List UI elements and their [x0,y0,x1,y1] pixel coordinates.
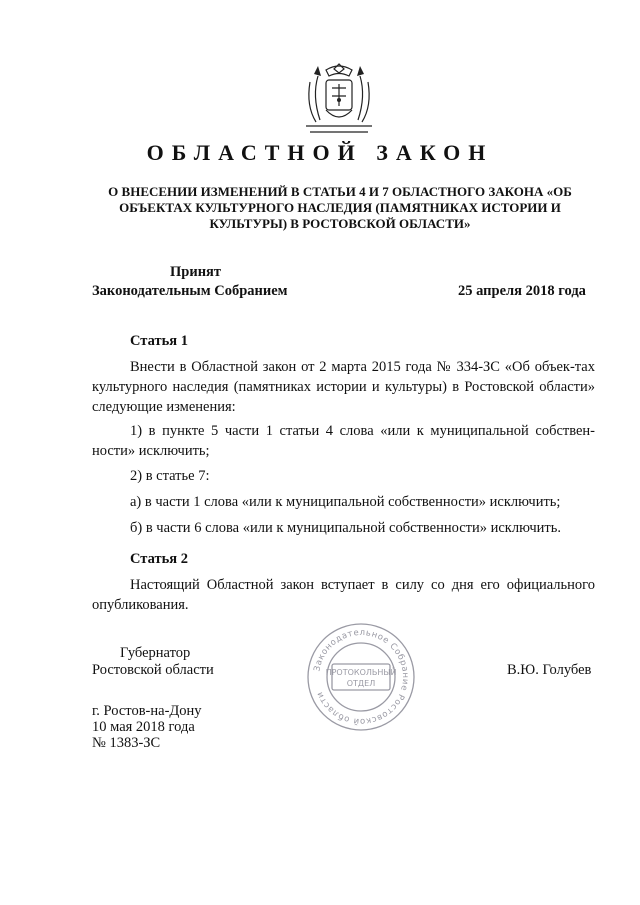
adopted-by: Законодательным Собранием [92,283,288,299]
subtitle-line: О ВНЕСЕНИИ ИЗМЕНЕНИЙ В СТАТЬИ 4 И 7 ОБЛАСТНОГО ЗАКОНА «ОБ [108,184,572,199]
article-1-item-1: 1) в пункте 5 части 1 статьи 4 слова «или к муниципальной собствен-ности» исключить; [92,423,595,459]
adopted-date: 25 апреля 2018 года [458,283,586,299]
article-1-intro: Внести в Областной закон от 2 марта 2015 года № 334-ЗС «Об объек-тах культурного наследия (памятниках истории и культуры) в Ростовской области» следующие изменения: [92,359,595,415]
subtitle-line: КУЛЬТУРЫ) В РОСТОВСКОЙ ОБЛАСТИ» [209,216,471,231]
document-title: ОБЛАСТНОЙ ЗАКОН [146,140,494,165]
signer-name: В.Ю. Голубев [507,662,592,678]
signing-date: 10 мая 2018 года [92,719,195,735]
stamp-inner-line2: ОТДЕЛ [346,679,376,688]
official-stamp [305,622,417,732]
document-subtitle [105,184,575,232]
subtitle-line: ОБЪЕКТАХ КУЛЬТУРНОГО НАСЛЕДИЯ (ПАМЯТНИКАХ ИСТОРИИ И [119,200,561,215]
signing-place: г. Ростов-на-Дону [92,703,202,719]
article-2-heading: Статья 2 [130,551,188,567]
law-number: № 1383-ЗС [92,735,161,751]
article-1-item-2b: б) в части 6 слова «или к муниципальной собственности» исключить. [130,520,561,536]
article-1-item-2: 2) в статье 7: [130,468,210,484]
article-2-text: Настоящий Областной закон вступает в силу со дня его официального опубликования. [92,577,595,613]
article-1-item-2a: а) в части 1 слова «или к муниципальной собственности» исключить; [130,494,561,510]
stamp-inner-line1: ПРОТОКОЛЬНЫЙ [325,668,397,677]
signer-position-line1: Губернатор [120,645,191,661]
stamp-outer-text: Законодательное Собрание Ростовской области [312,627,411,727]
adopted-label: Принят [170,264,222,280]
article-1-heading: Статья 1 [130,333,188,349]
coat-of-arms-icon [296,58,382,144]
signer-position-line2: Ростовской области [92,662,214,678]
